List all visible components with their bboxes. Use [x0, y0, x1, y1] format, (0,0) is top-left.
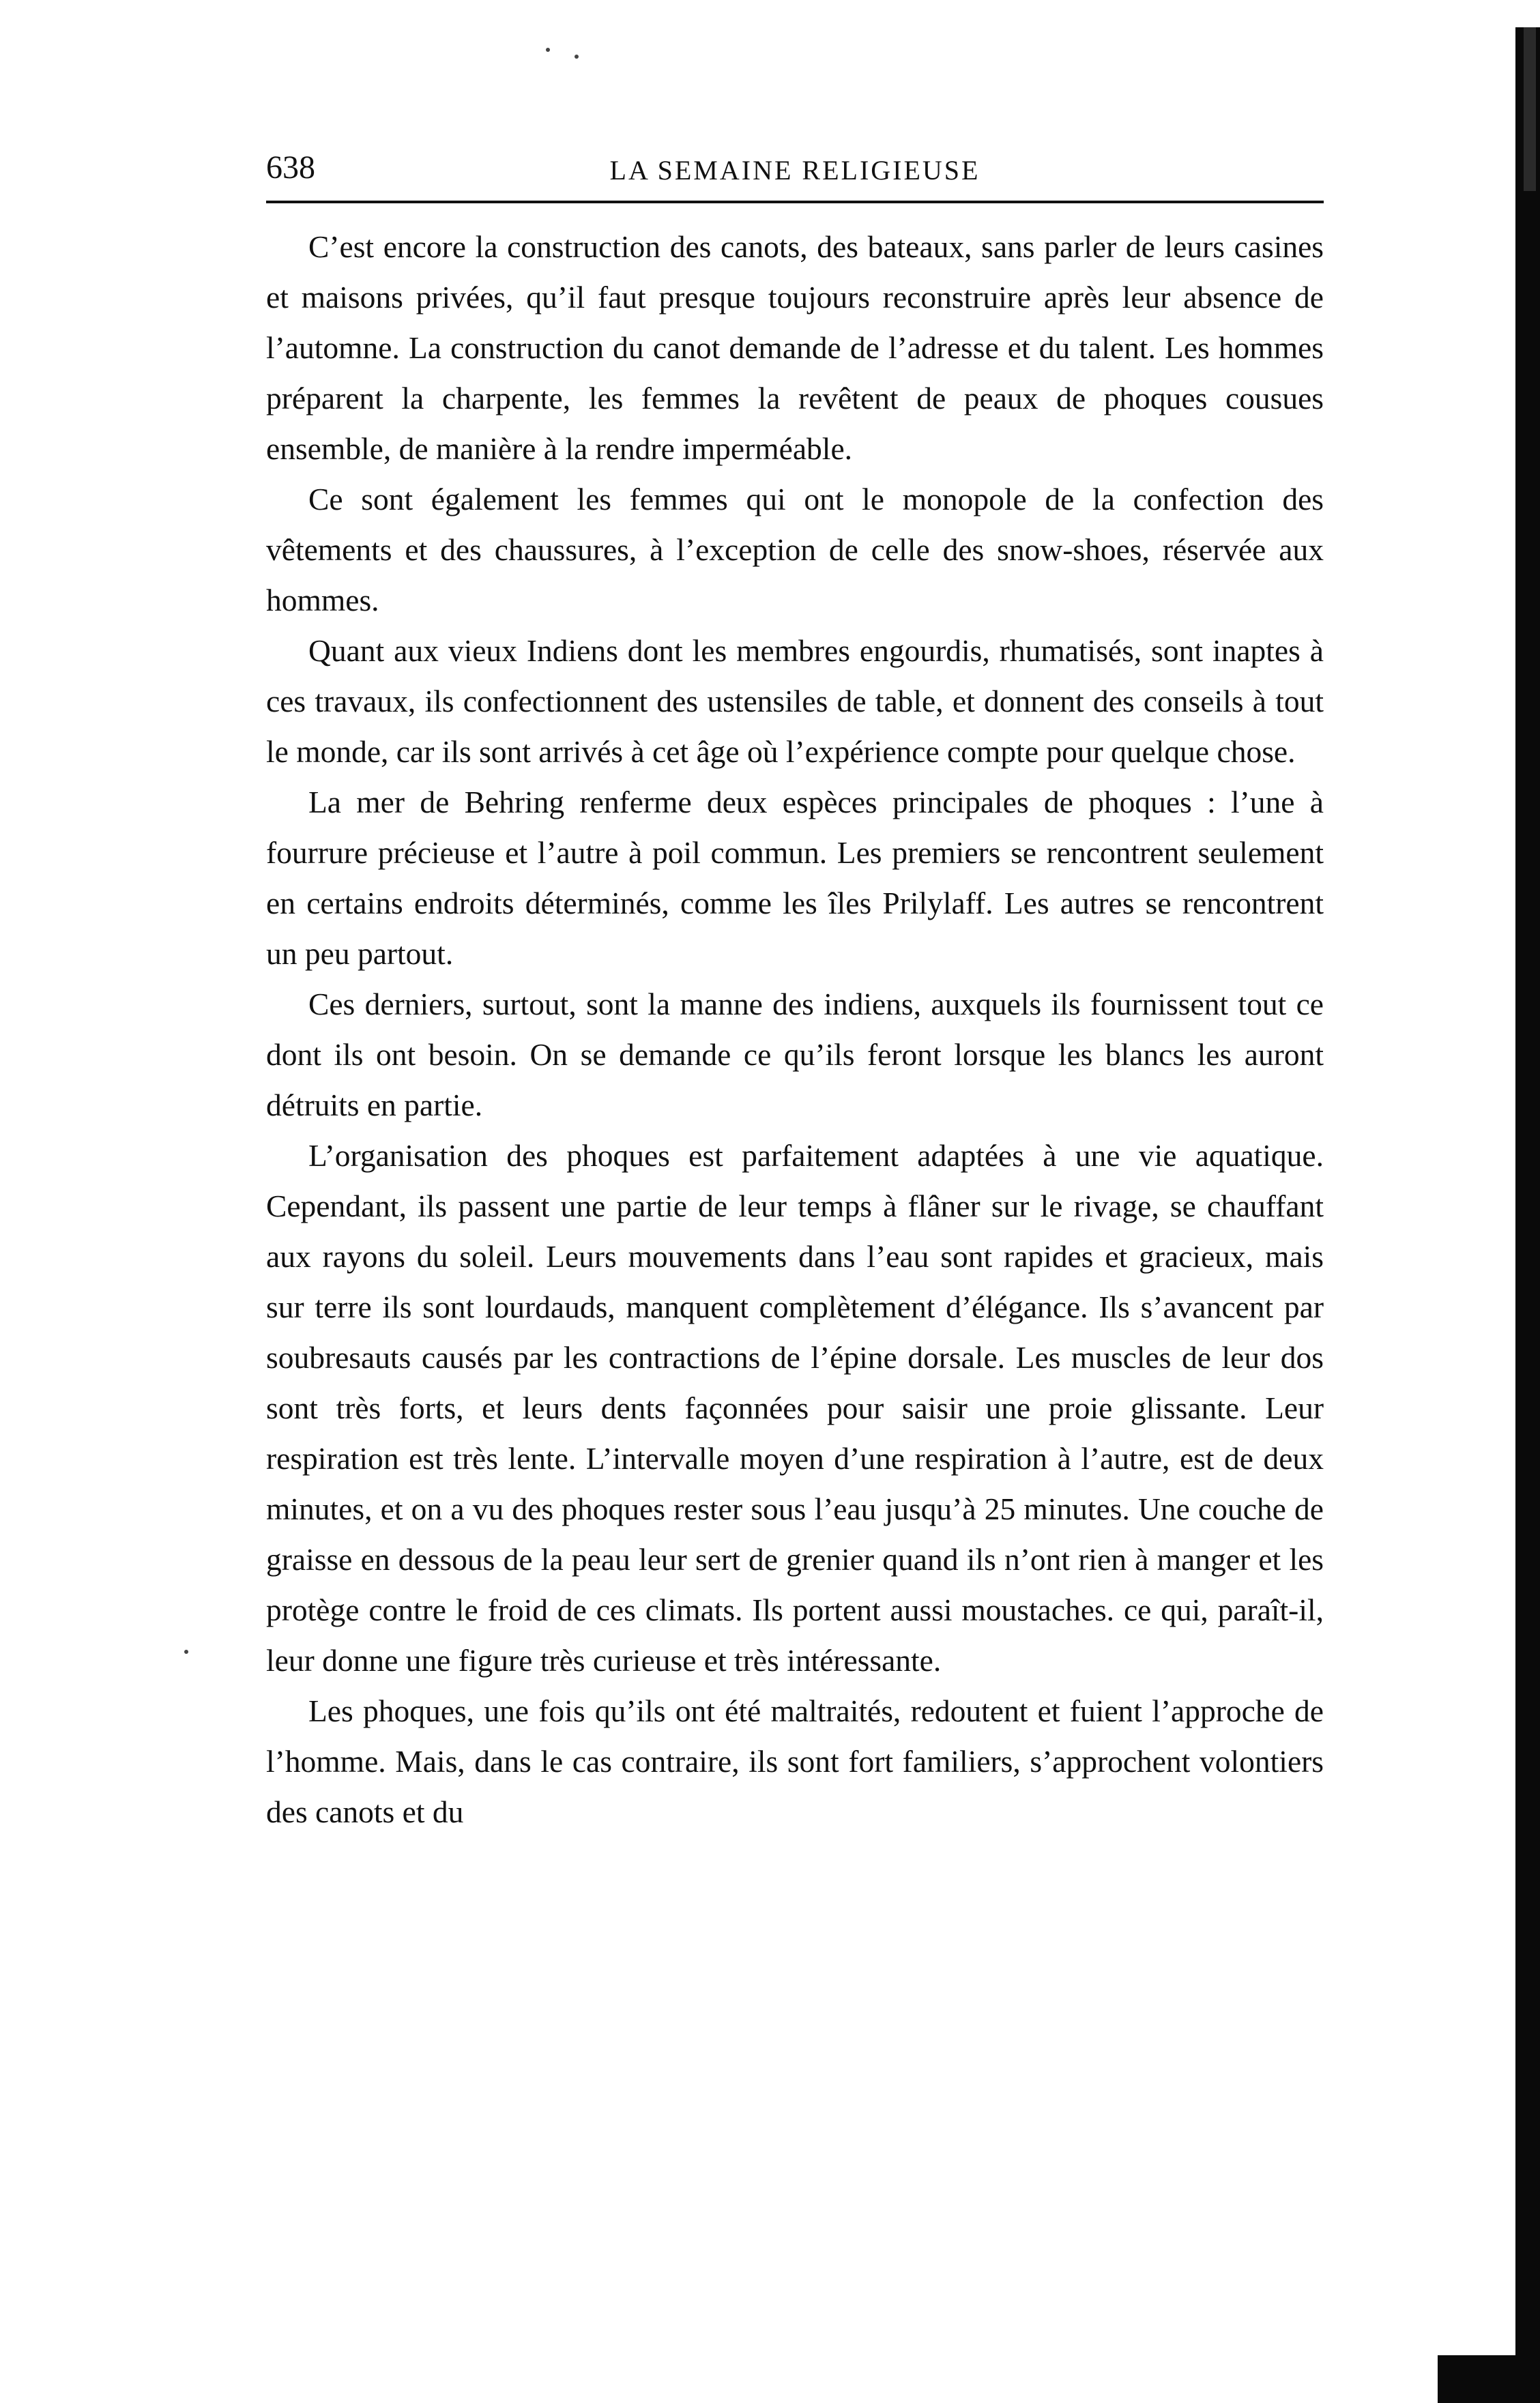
scan-speck — [546, 48, 550, 52]
header-rule — [266, 201, 1324, 203]
paragraph: Quant aux vieux Indiens dont les membres engourdis, rhumatisés, sont inaptes à ces travaux, ils confectionnent des ustensiles de table, et donnent des conseils à tout le monde, car ils sont arrivés à cet âge où l’expérience compte pour quelque chose. — [266, 633, 1324, 769]
paragraph: Les phoques, une fois qu’ils ont été maltraités, redoutent et fuient l’approche de l’homme. Mais, dans le cas contraire, ils sont fort familiers, s’approchent volontiers des canots et du — [266, 1693, 1324, 1829]
page-number: 638 — [266, 149, 315, 186]
paragraph: Ce sont également les femmes qui ont le monopole de la confection des vêtements et des chaussures, à l’exception de celle des snow-shoes, réservée aux hommes. — [266, 482, 1324, 617]
page-body — [266, 222, 1324, 1837]
scanned-page-corner-shadow — [1438, 2355, 1540, 2403]
page-header — [266, 142, 1324, 196]
scan-speck — [575, 55, 579, 59]
running-title: LA SEMAINE RELIGIEUSE — [609, 155, 980, 186]
scanned-page-edge-shadow — [1515, 27, 1540, 2403]
paragraph: L’organisation des phoques est parfaitement adaptées à une vie aquatique. Cependant, ils passent une partie de leur temps à flâner sur le rivage, se chauffant aux rayons du soleil. Leurs mouvements dans l’eau sont rapides et gracieux, mais sur terre ils sont lourdauds, manquent complètement d’élégance. Ils s’avancent par soubresauts causés par les contractions de l’épine dorsale. Les muscles de leur dos sont très forts, et leurs dents façonnées pour saisir une proie glissante. Leur respiration est très lente. L’intervalle moyen d’une respiration à l’autre, est de deux minutes, et on a vu des phoques rester sous l’eau jusqu’à 25 minutes. Une couche de graisse en dessous de la peau leur sert de grenier quand ils n’ont rien à manger et les protège contre le froid de ces climats. Ils portent aussi moustaches. ce qui, paraît-il, leur donne une figure très curieuse et très intéressante. — [266, 1138, 1324, 1678]
scan-speck — [184, 1650, 188, 1654]
paragraph: La mer de Behring renferme deux espèces principales de phoques : l’une à fourrure précieuse et l’autre à poil commun. Les premiers se rencontrent seulement en certains endroits déterminés, comme les îles Prilylaff. Les autres se rencontrent un peu partout. — [266, 785, 1324, 971]
paragraph: C’est encore la construction des canots, des bateaux, sans parler de leurs casines et maisons privées, qu’il faut presque toujours reconstruire après leur absence de l’automne. La construction du canot demande de l’adresse et du talent. Les hommes préparent la charpente, les femmes la revêtent de peaux de phoques cousues ensemble, de manière à la rendre imperméable. — [266, 229, 1324, 466]
scanned-page-edge-highlight — [1524, 27, 1536, 191]
paragraph: Ces derniers, surtout, sont la manne des indiens, auxquels ils fournissent tout ce dont ils ont besoin. On se demande ce qu’ils feront lorsque les blancs les auront détruits en partie. — [266, 987, 1324, 1122]
